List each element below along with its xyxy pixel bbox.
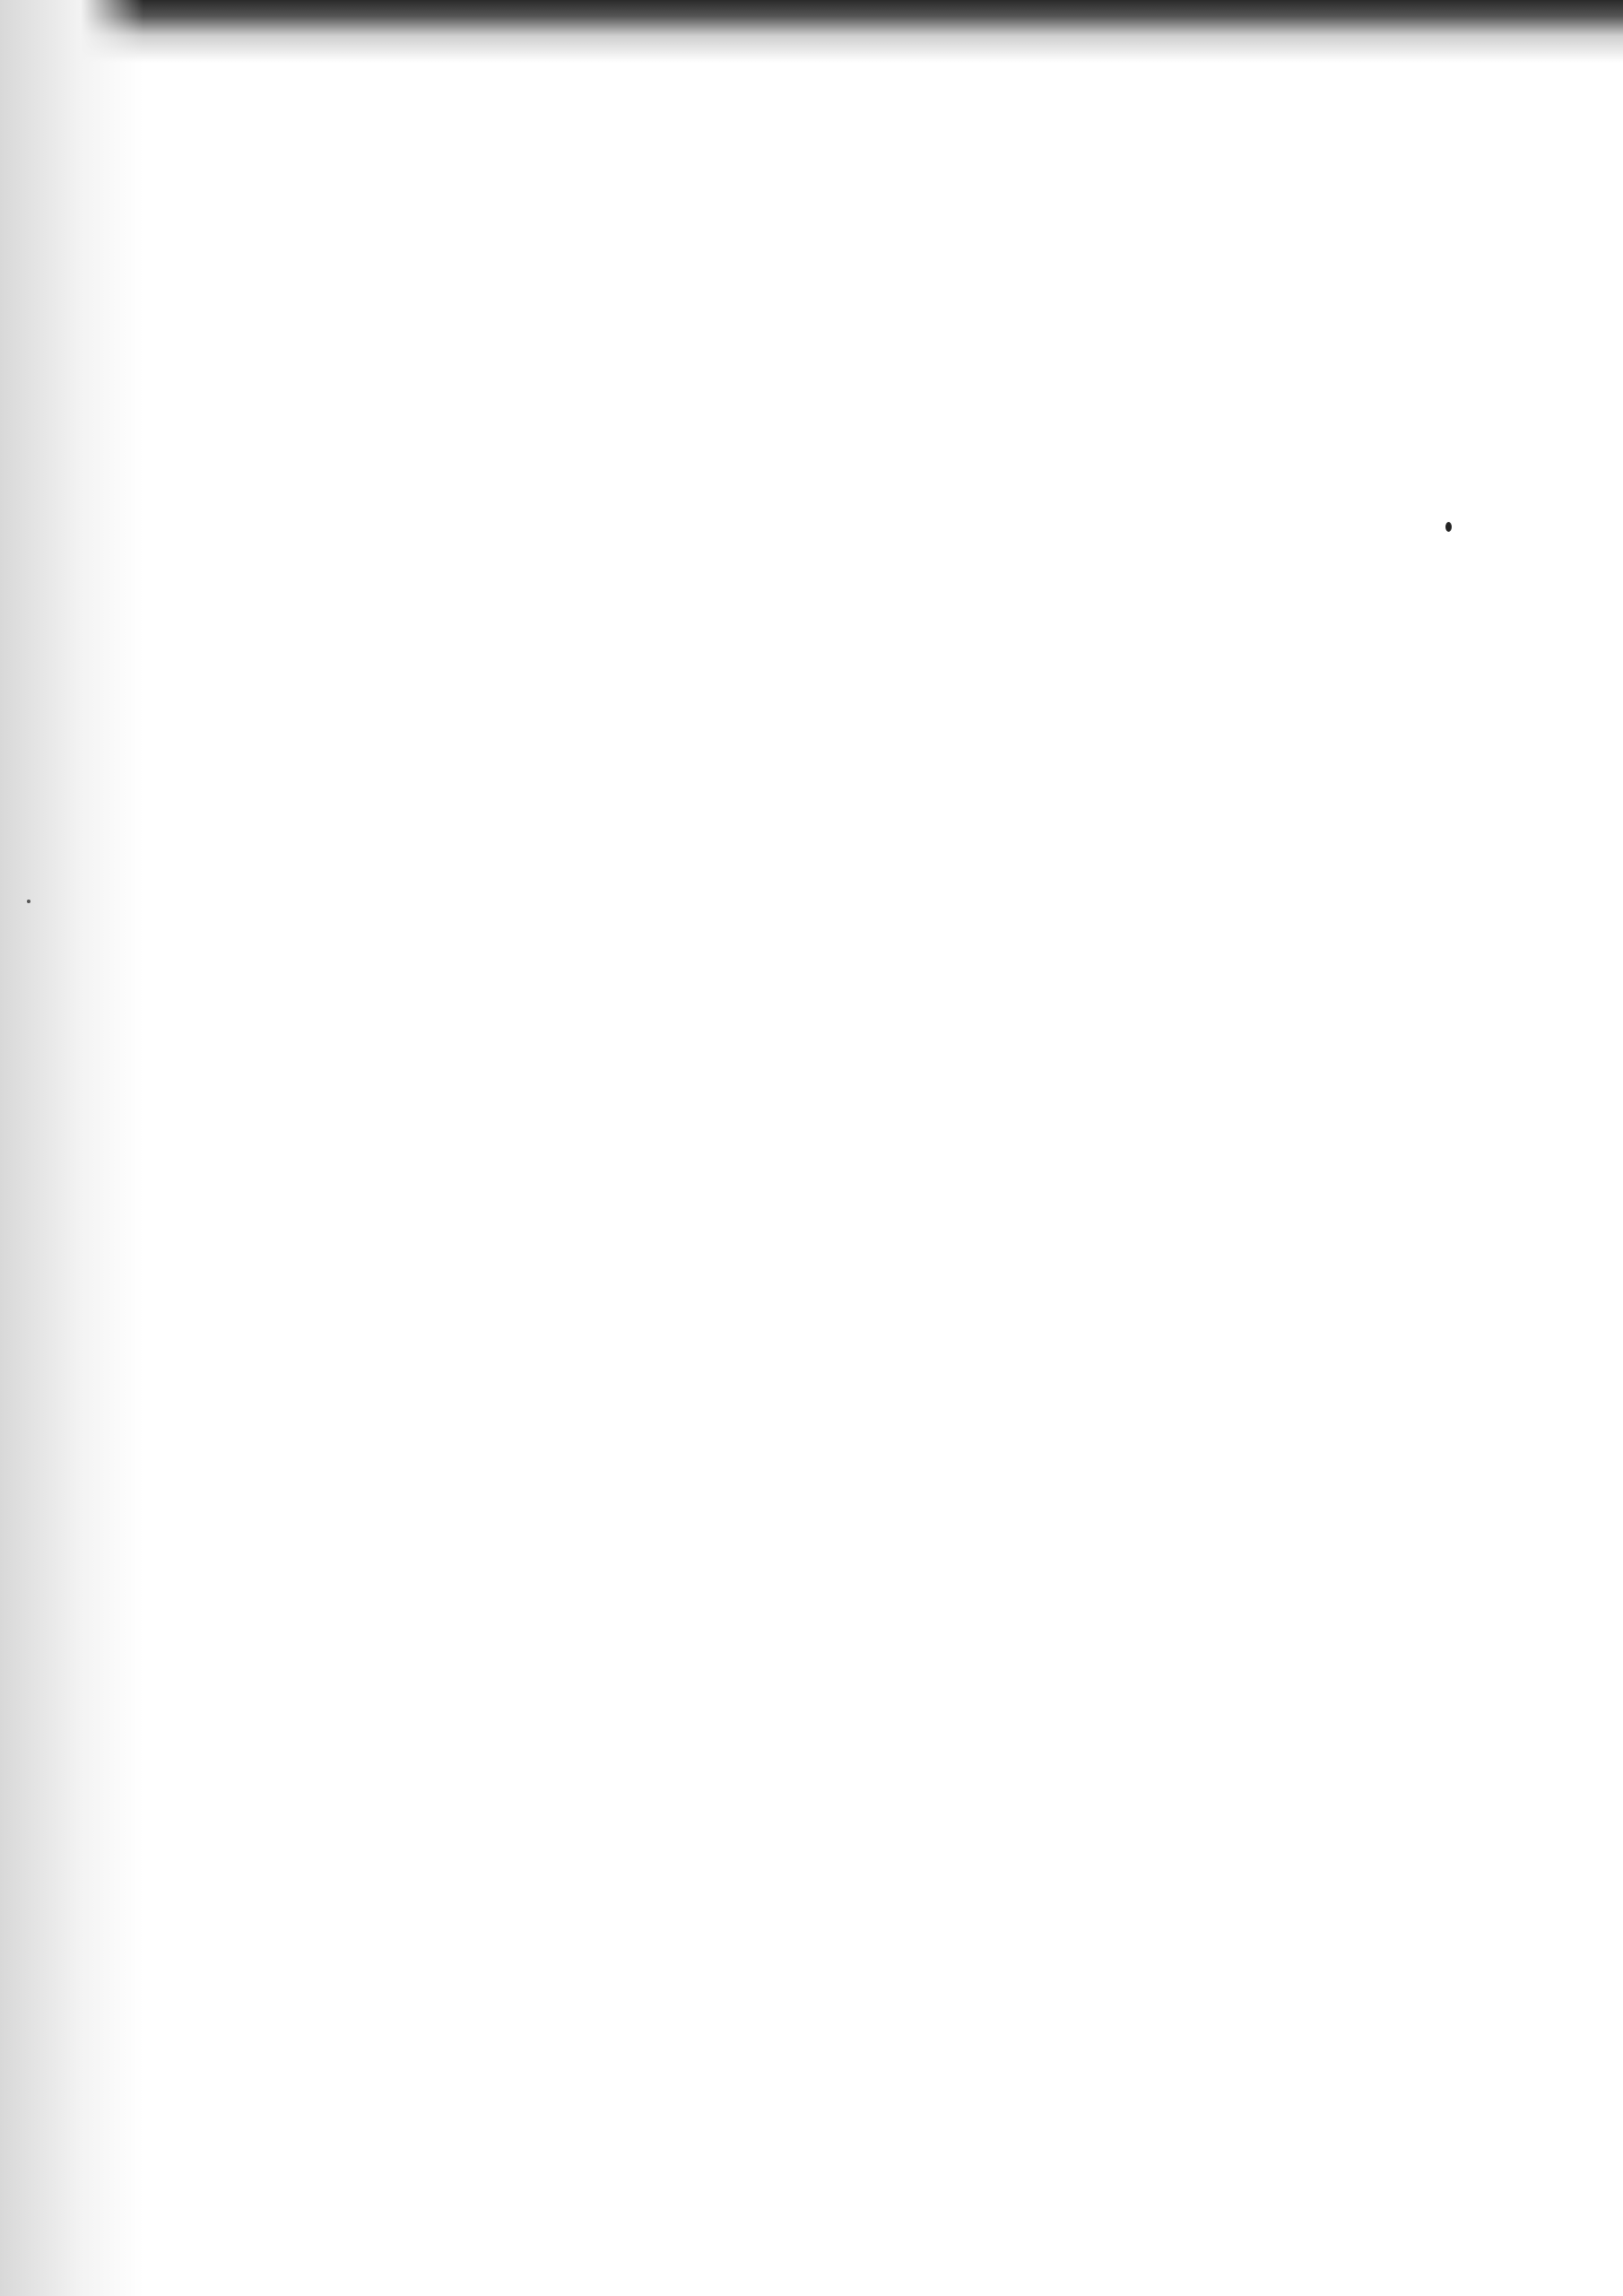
document-body bbox=[251, 220, 1596, 327]
ink-speck bbox=[1445, 522, 1452, 532]
ink-speck-margin bbox=[27, 900, 30, 903]
scan-shadow-left bbox=[0, 0, 143, 2296]
scan-shadow-top bbox=[0, 0, 1623, 63]
